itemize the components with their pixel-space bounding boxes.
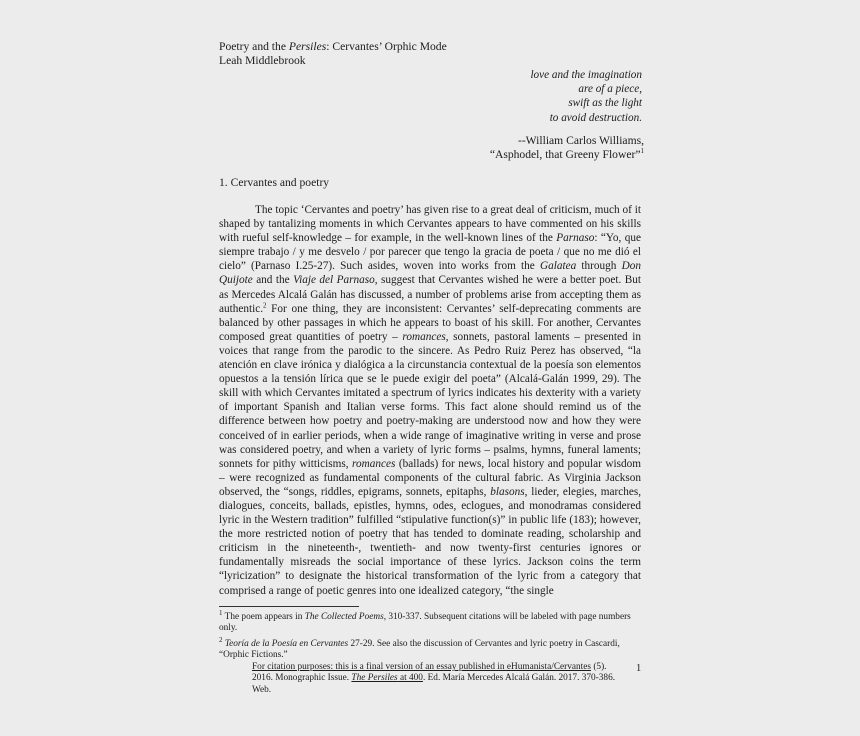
epigraph-attribution bbox=[344, 134, 644, 162]
attribution-work: “Asphodel, that Greeny Flower”$^1$ bbox=[489, 147, 644, 161]
footnote-divider bbox=[219, 606, 359, 607]
footnote-2: $^2$ Teoría de la Poesía en Cervantes 27-29. See also the discussion of Cervantes and lyric poetry in Cascardi, “Orphic Fictions.” bbox=[219, 635, 620, 661]
epigraph-line: swift as the light bbox=[568, 97, 642, 110]
footnotes bbox=[219, 608, 639, 666]
epigraph-line: are of a piece, bbox=[578, 83, 642, 96]
paper-header bbox=[219, 40, 447, 68]
section-heading: 1. Cervantes and poetry bbox=[219, 176, 330, 189]
body-paragraph: The topic ‘Cervantes and poetry’ has given rise to a great deal of criticism, much of it shaped by tantalizing moments in which Cervantes appears to have commented on his skills with rueful self-knowledge – for example, in the well-known lines of the Parnaso: “Yo, que siempre trabajo / y me desvelo / por parecer que tengo la gracia de poeta / que no me dió el cielo” (Parnaso I.25-27). Such asides, woven into works from the Galatea through Don Quijote and the Viaje del Parnaso, suggest that Cervantes wished he were a better poet. But as Mercedes Alcalá Galán has discussed, a number of problems arise from accepting them as authentic.$^2$ For one thing, they are inconsistent: Cervantes’ self-deprecating comments are balanced by other passages in which he appears to boast of his skill. For another, Cervantes composed great quantities of poetry – romances, sonnets, pastoral laments – presented in voices that range from the parodic to the sincere. As Pedro Ruiz Perez has observed, “la atención en clave irónica y dialógica a la circunstancia contextual de la poesía son elementos opuestos a la tensión lírica que se le puede exigir del poeta” (Alcalá-Galán 1999, 29). The skill with which Cervantes imitated a spectrum of lyrics indicates his dexterity with a variety of important Spanish and Italian verse forms. This fact alone should remind us of the difference between how poetry and poetry-making are understood now and how they were conceived of in earlier periods, when a wide range of imaginative writing in verse and prose was considered poetry, and when a variety of lyric forms – psalms, hymns, funeral laments; sonnets for pithy witticisms, romances (ballads) for news, local history and popular wisdom – were recognized as fundamental components of the cultural fabric. As Virginia Jackson observed, the “songs, riddles, epigrams, sonnets, epitaphs, blasons, lieder, elegies, marches, dialogues, conceits, ballads, epistles, hymns, odes, eclogues, and monodramas considered lyric in the Western tradition” fulfilled “stipulative function(s)” in public life (183); however, the more restricted notion of poetry that has tended to dominate reading, scholarship and criticism in the nineteenth-, twentieth- and now twenty-first centuries ignores or fundamentally misreads the social importance of these lyrics. Jackson coins the term “lyricization” to designate the historical transformation of the lyric from a category that comprised a range of poetic genres into one idealized category, “the single bbox=[219, 204, 642, 597]
footnote-1: $^1$ The poem appears in The Collected Poems, 310-337. Subsequent citations will be labeled with page numbers only. bbox=[219, 608, 631, 634]
epigraph bbox=[342, 68, 642, 125]
citation-note: For citation purposes: this is a final version of an essay published in eHumanista/Cervantes (5). 2016. Monographic Issue. The Persiles at 400. Ed. María Mercedes Alcalá Galán. 2017. 370-386. Web. bbox=[252, 662, 616, 695]
attribution-name: --William Carlos Williams, bbox=[517, 134, 644, 147]
epigraph-line: to avoid destruction. bbox=[549, 111, 642, 124]
paper-author: Leah Middlebrook bbox=[219, 54, 306, 67]
footnote-marker[interactable]: 1 bbox=[640, 147, 644, 156]
page-number: 1 bbox=[636, 663, 642, 674]
paper-title: Poetry and the Persiles: Cervantes’ Orphic Mode bbox=[219, 40, 447, 53]
footnote-marker[interactable]: 2 bbox=[263, 300, 267, 309]
citation-link[interactable]: For citation purposes: this is a final version of an essay published in eHumanista/Cervantes bbox=[252, 662, 592, 672]
persiles-link[interactable]: The Persiles at 400 bbox=[351, 673, 423, 684]
epigraph-line: love and the imagination bbox=[530, 69, 642, 81]
